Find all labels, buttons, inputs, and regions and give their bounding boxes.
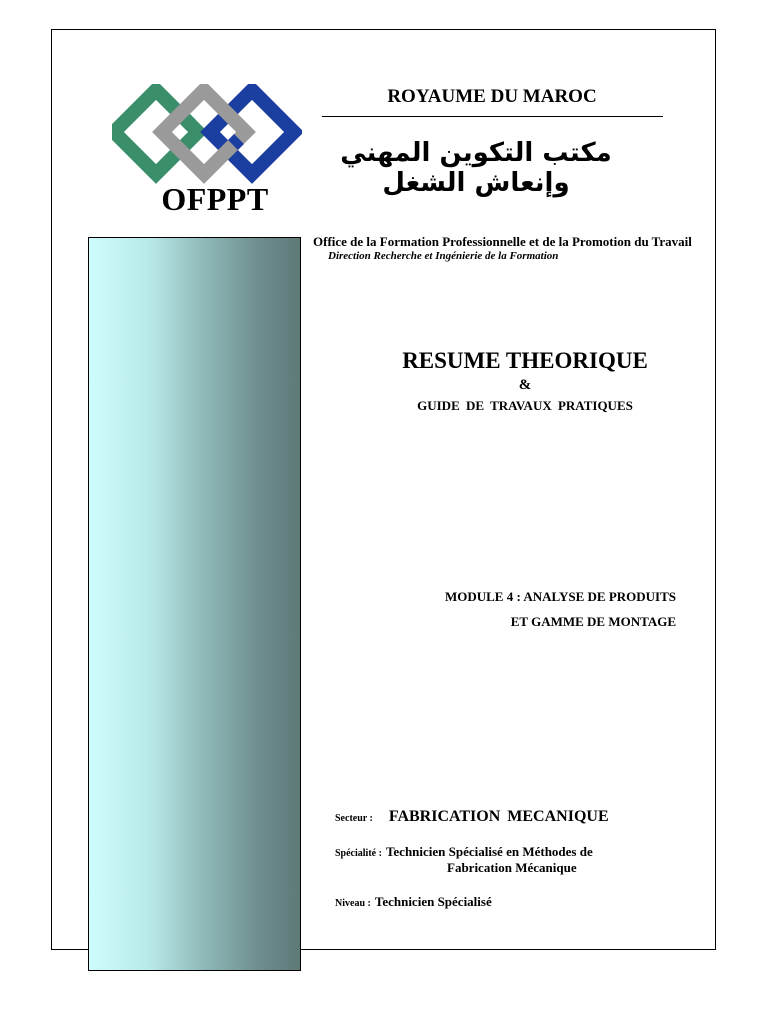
niveau-value: Technicien Spécialisé bbox=[374, 894, 492, 909]
specialite-value: Technicien Spécialisé en Méthodes de bbox=[385, 844, 593, 859]
document-title: RESUME THEORIQUE bbox=[402, 348, 648, 373]
kingdom-heading: ROYAUME DU MAROC bbox=[387, 86, 597, 107]
ofppt-logo bbox=[112, 84, 302, 184]
secteur-label: Secteur : bbox=[335, 813, 373, 824]
secteur-value: FABRICATION MECANIQUE bbox=[388, 808, 609, 825]
specialite-row bbox=[335, 843, 593, 861]
module-title-line2: ET GAMME DE MONTAGE bbox=[510, 614, 676, 629]
arabic-institution-name: مكتب التكوين المهني وإنعاش الشغل bbox=[340, 138, 612, 198]
logo-wordmark: OFPPT bbox=[161, 181, 269, 217]
office-name: Office de la Formation Professionnelle et de la Promotion du Travail bbox=[313, 234, 692, 249]
module-title-line1: MODULE 4 : ANALYSE DE PRODUITS bbox=[444, 589, 676, 604]
direction-name: Direction Recherche et Ingénierie de la Formation bbox=[328, 250, 559, 262]
decorative-gradient-bar bbox=[88, 237, 301, 971]
niveau-label: Niveau : bbox=[335, 898, 371, 909]
specialite-label: Spécialité : bbox=[335, 848, 382, 859]
document-subtitle: GUIDE DE TRAVAUX PRATIQUES bbox=[417, 398, 633, 413]
title-ampersand: & bbox=[518, 377, 532, 393]
heading-rule bbox=[322, 116, 663, 117]
secteur-row bbox=[335, 808, 609, 826]
niveau-row bbox=[335, 893, 492, 911]
specialite-value-continued: Fabrication Mécanique bbox=[447, 860, 577, 875]
